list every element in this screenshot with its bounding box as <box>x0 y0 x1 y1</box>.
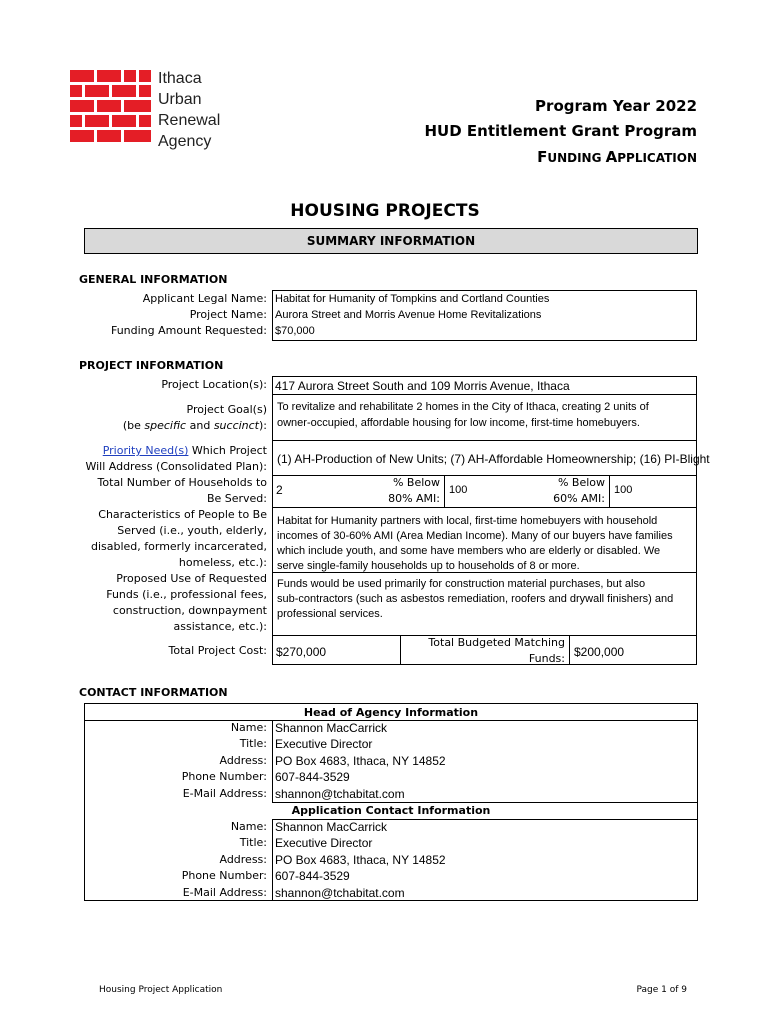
characteristics-value: Habitat for Humanity partners with local, first-time homebuyers with household incomes of 30-60% AMI (Area Median Income). Many of our buyers have families which include youth, and some have members who are elderly or disabled. We serve single-family households up to households of 8 or more. <box>277 515 673 572</box>
app-labels: Name: Title: Address: Phone Number: E-Mail Address: <box>181 820 267 899</box>
app-title: Executive Director <box>275 836 373 851</box>
matching-value: $200,000 <box>574 645 625 659</box>
app-values <box>275 819 446 901</box>
page-title: HOUSING PROJECTS <box>290 201 480 221</box>
logo-line: Ithaca <box>158 70 202 87</box>
program-name: HUD Entitlement Grant Program <box>424 122 697 140</box>
logo <box>70 70 230 150</box>
app-phone: 607-844-3529 <box>275 869 350 884</box>
applicant-label: Applicant Legal Name: <box>142 292 267 305</box>
total-cost-value: $270,000 <box>276 645 327 659</box>
goals-label: Project Goal(s) (be specific and succinct): <box>122 403 267 432</box>
application-contact-title: Application Contact Information <box>291 804 491 817</box>
head-values <box>275 720 446 802</box>
amount-value: $70,000 <box>275 325 315 337</box>
applicant-value: Habitat for Humanity of Tompkins and Cortland Counties <box>275 293 550 305</box>
divider <box>609 475 610 508</box>
head-title: Executive Director <box>275 737 373 752</box>
footer-left: Housing Project Application <box>99 985 223 995</box>
logo-line: Urban <box>158 91 202 108</box>
divider <box>400 635 401 665</box>
footer-page-number: Page 1 of 9 <box>636 985 687 995</box>
project-name-value: Aurora Street and Morris Avenue Home Revitalizations <box>275 309 542 321</box>
households-box <box>272 475 697 508</box>
below60-label: % Below 60% AMI: <box>553 476 605 505</box>
app-address: PO Box 4683, Ithaca, NY 14852 <box>275 852 446 867</box>
general-info-heading: GENERAL INFORMATION <box>79 273 228 286</box>
households-value: 2 <box>276 483 283 497</box>
app-name: Shannon MacCarrick <box>275 820 388 834</box>
head-email: shannon@tchabitat.com <box>275 786 405 801</box>
project-name-label: Project Name: <box>189 308 267 321</box>
use-value: Funds would be used primarily for construction material purchases, but also sub-contractors (such as asbestos remediation, roofers and drywall finishers) and professional services. <box>277 578 674 620</box>
logo-text <box>158 68 220 152</box>
total-cost-label: Total Project Cost: <box>168 644 267 657</box>
priority-value: (1) AH-Production of New Units; (7) AH-Affordable Homeownership; (16) PI-Blight <box>277 452 710 466</box>
households-label: Total Number of Households to Be Served: <box>97 476 267 505</box>
head-name: Shannon MacCarrick <box>275 721 388 735</box>
program-year: Program Year 2022 <box>535 97 697 115</box>
below80-value: 100 <box>449 484 468 496</box>
divider <box>569 635 570 665</box>
project-info-heading: PROJECT INFORMATION <box>79 359 224 372</box>
funding-application-title: FUNDING APPLICATION <box>537 148 697 166</box>
summary-banner: SUMMARY INFORMATION <box>84 228 698 254</box>
use-label: Proposed Use of Requested Funds (i.e., professional fees, construction, downpayment assistance, etc.): <box>106 572 267 633</box>
head-labels: Name: Title: Address: Phone Number: E-Mail Address: <box>181 721 267 800</box>
logo-line: Renewal <box>158 112 221 129</box>
head-of-agency-title: Head of Agency Information <box>84 703 698 721</box>
below60-value: 100 <box>614 484 633 496</box>
logo-line: Agency <box>158 133 212 150</box>
location-label: Project Location(s): <box>161 378 267 391</box>
priority-label: Priority Need(s) Which Project Will Address (Consolidated Plan): <box>85 444 267 473</box>
matching-label: Total Budgeted Matching Funds: <box>428 636 565 665</box>
head-address: PO Box 4683, Ithaca, NY 14852 <box>275 753 446 768</box>
app-email: shannon@tchabitat.com <box>275 885 405 900</box>
divider <box>444 475 445 508</box>
contact-info-heading: CONTACT INFORMATION <box>79 686 228 699</box>
location-value: 417 Aurora Street South and 109 Morris Avenue, Ithaca <box>275 379 570 393</box>
head-phone: 607-844-3529 <box>275 770 350 785</box>
goals-value: To revitalize and rehabilitate 2 homes in the City of Ithaca, creating 2 units of owner-occupied, affordable housing for low income, first-time homebuyers. <box>277 401 649 429</box>
characteristics-label: Characteristics of People to Be Served (i.e., youth, elderly, disabled, formerly incarcerated, homeless, etc.): <box>90 508 267 569</box>
priority-need-link[interactable]: Priority Need(s) <box>102 444 189 457</box>
amount-label: Funding Amount Requested: <box>110 324 267 337</box>
below80-label: % Below 80% AMI: <box>388 476 440 505</box>
